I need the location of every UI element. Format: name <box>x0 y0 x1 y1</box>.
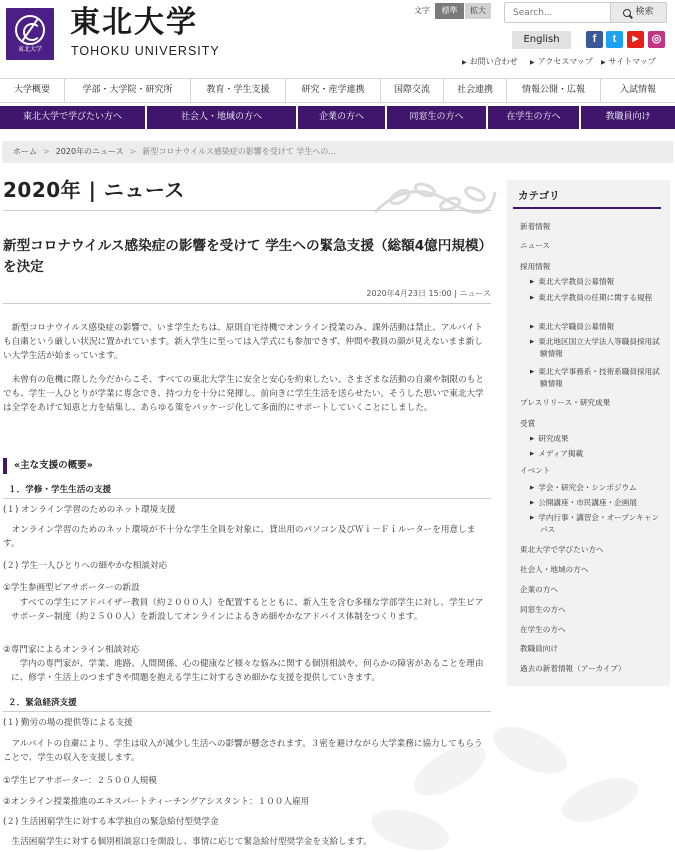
subsection-heading: １．学修・学生生活の支援 <box>3 484 491 499</box>
breadcrumb-home[interactable]: ホーム <box>13 146 37 156</box>
sidebar-item-new[interactable] <box>520 221 550 233</box>
sidebar-item-symposium[interactable] <box>530 482 637 494</box>
sidebar-item-label: プレスリリース・研究成果 <box>520 398 611 407</box>
nav-item-about[interactable]: 大学概要 <box>0 79 65 102</box>
heading-divider <box>3 210 491 211</box>
sidebar-item-media[interactable] <box>530 448 583 460</box>
search-button-label: 検索 <box>635 6 654 17</box>
util-link-label: お問い合わせ <box>469 57 518 66</box>
sidebar-item-label: 東北大学職員公募情報 <box>538 322 615 331</box>
sidebar-item-label: 東北大学で学びたい方へ <box>520 545 604 554</box>
article-title: 新型コロナウイルス感染症の影響を受けて 学生への緊急支援（総額4億円規模）を決定 <box>3 238 486 276</box>
audience-nav-staff[interactable]: 教職員向け <box>581 106 675 129</box>
triangle-right-icon: ▶ <box>530 368 535 375</box>
search-button[interactable] <box>611 2 667 23</box>
item-heading: (１) 勤労の場の提供等による支援 <box>3 718 133 728</box>
meta-divider <box>3 303 491 304</box>
audience-nav-alumni[interactable]: 同窓生の方へ <box>387 106 486 129</box>
audience-nav-prospective[interactable]: 東北大学で学びたい方へ <box>0 106 145 129</box>
sidebar-item-prospective[interactable] <box>520 544 604 556</box>
nav-item-faculties[interactable]: 学部・大学院・研究所 <box>65 79 191 102</box>
search-input[interactable] <box>504 2 611 23</box>
audience-nav-students[interactable]: 在学生の方へ <box>488 106 579 129</box>
font-size-standard-button[interactable]: 標準 <box>435 3 464 19</box>
triangle-right-icon: ▶ <box>530 323 535 330</box>
sidebar-item-label: 在学生の方へ <box>520 625 566 634</box>
sidebar-item-label: 採用情報 <box>520 262 551 271</box>
audience-nav-community[interactable]: 社会人・地域の方へ <box>147 106 296 129</box>
util-link-label: アクセスマップ <box>537 57 593 66</box>
sidebar-item-label: 企業の方へ <box>520 585 558 594</box>
sidebar-item-label: 学会・研究会・シンポジウム <box>538 483 637 492</box>
sidebar-item-news[interactable] <box>520 240 550 252</box>
university-name-jp[interactable]: 東北大学 <box>70 5 198 40</box>
nav-item-education[interactable]: 教育・学生支援 <box>191 79 286 102</box>
youtube-icon[interactable]: ▶ <box>627 31 644 48</box>
triangle-right-icon: ▶ <box>530 514 535 521</box>
item-body: すべての学生にアドバイザー教員（約２０００人）を配置するとともに、新入生を含む多様な学部学生に対し、学生ピアサポーター制度（約２５００人）を新設してオンラインによるきめ細やかなアドバイス体制をつくります。 <box>11 598 484 622</box>
sidebar-item-label: 学内行事・講習会・オープンキャンパス <box>538 513 660 534</box>
item-body: 生活困窮学生に対する個別相談窓口を開設し、事情に応じて緊急給付型奨学金を支給します。 <box>3 837 372 847</box>
sidebar-heading-underline <box>513 207 661 209</box>
nav-item-community[interactable]: 社会連携 <box>444 79 507 102</box>
sidebar-item-label: 東北大学教員の任期に関する規程 <box>538 293 653 302</box>
breadcrumb-separator-icon: > <box>43 146 50 156</box>
nav-item-research[interactable]: 研究・産学連携 <box>286 79 381 102</box>
triangle-right-icon: ▶ <box>530 338 535 345</box>
sidebar-item-recruit[interactable] <box>520 261 550 273</box>
university-logo[interactable] <box>6 8 54 60</box>
logo-sub-text: 東北大学 <box>17 46 42 53</box>
nav-item-international[interactable]: 国際交流 <box>381 79 444 102</box>
triangle-right-icon: ▶ <box>530 499 535 506</box>
item-body: 学内の専門家が、学業、進路、人間関係、心の健康など様々な悩みに関する個別相談や、何らかの障害があることを理由に、修学・生活上のつまずきや問題を抱える学生に対するきめ細かな支援を提供していきます。 <box>11 659 484 683</box>
article-paragraph: 未曾有の危機に際した今だからこそ、すべての東北大学生に安全と安心を約束したい。さまざまな活動の自粛や制限のもとでも、学生一人ひとりが学業に専念でき、持つ力を十分に発揮し、前向きに学生生活を送らせたい。そうした思いで東北大学は全学をあげて知恵と力を結集し、あらゆる策をパッケージ化して多面的にサポートしていくことにしました。 <box>3 375 484 413</box>
sidebar-item-staff-jobs[interactable] <box>530 321 663 333</box>
sidebar-item-label: 研究成果 <box>538 434 569 443</box>
font-size-large-button[interactable]: 拡大 <box>465 3 491 19</box>
sidebar-item-campus-events[interactable] <box>530 512 663 536</box>
breadcrumb-current: 新型コロナウイルス感染症の影響を受けて 学生への... <box>142 146 337 156</box>
audience-nav-companies[interactable]: 企業の方へ <box>298 106 385 129</box>
sidebar-item-archive[interactable] <box>520 663 626 675</box>
sidebar-item-label: 教職員向け <box>520 644 558 653</box>
site-header <box>0 0 675 77</box>
sidebar-item-results[interactable] <box>530 433 569 445</box>
subsection-heading: ２．緊急経済支援 <box>3 697 491 712</box>
sidebar-item-label: 東北大学教員公募情報 <box>538 277 615 286</box>
sidebar-item-press[interactable] <box>520 397 610 409</box>
nav-item-disclosure[interactable]: 情報公開・広報 <box>507 79 601 102</box>
sidebar-item-label: 公開講座・市民講座・企画展 <box>538 498 637 507</box>
decorative-leaves-image <box>370 172 500 222</box>
item-subheading: ②オンライン授業推進のエキスパートティーチングアシスタント：１００人雇用 <box>3 797 310 807</box>
triangle-right-icon: ▶ <box>530 59 535 66</box>
global-nav <box>0 78 675 103</box>
breadcrumb-separator-icon: > <box>129 146 137 156</box>
item-subheading: ①学生参画型ピアサポーターの新設 <box>3 583 140 593</box>
item-subheading: ①学生ピアサポーター：２５００人規模 <box>3 776 157 786</box>
audience-nav <box>0 106 675 129</box>
sidebar-item-students[interactable] <box>520 624 566 636</box>
sidebar-item-events[interactable] <box>520 465 550 477</box>
sidebar-item-alumni[interactable] <box>520 604 566 616</box>
triangle-right-icon: ▶ <box>601 59 606 66</box>
triangle-right-icon: ▶ <box>530 294 535 301</box>
util-link-contact[interactable] <box>462 58 518 66</box>
breadcrumb <box>2 141 673 163</box>
util-link-label: サイトマップ <box>608 57 656 66</box>
article-meta: 2020年4月23日 15:00 | ニュース <box>366 289 491 298</box>
nav-item-admissions[interactable]: 入試情報 <box>619 84 656 95</box>
university-name-en[interactable]: TOHOKU UNIVERSITY <box>71 44 220 58</box>
sidebar-item-faculty-jobs[interactable] <box>530 276 663 288</box>
section-heading: «主な支援の概要» <box>3 458 491 474</box>
sidebar-item-label: ニュース <box>520 241 550 250</box>
watermark-leaves-image <box>330 690 675 852</box>
article-paragraph: 新型コロナウイルス感染症の影響で、いま学生たちは、原則自宅待機でオンライン授業のみ、課外活動は禁止、アルバイトも自粛という厳しい状況に置かれています。新入学生に至っては入学式にも参加できず、仲間や教員の顔が見えないまま新しい大学生活が始まっています。 <box>3 323 483 361</box>
sidebar-item-awards[interactable] <box>520 418 535 430</box>
item-heading: (２) 学生一人ひとりへの細やかな相談対応 <box>3 561 168 571</box>
sidebar-item-companies[interactable] <box>520 584 558 596</box>
triangle-right-icon: ▶ <box>530 484 535 491</box>
triangle-right-icon: ▶ <box>462 59 467 66</box>
sidebar-item-faculty-term[interactable] <box>530 292 663 304</box>
sidebar-item-lectures[interactable] <box>530 497 637 509</box>
item-heading: (１) オンライン学習のためのネット環境支援 <box>3 505 176 515</box>
instagram-icon[interactable]: ◎ <box>648 31 665 48</box>
search-icon <box>623 9 631 17</box>
sidebar-item-label: 受賞 <box>520 419 536 428</box>
triangle-right-icon: ▶ <box>530 278 535 285</box>
item-heading: (２) 生活困窮学生に対する本学独自の緊急給付型奨学金 <box>3 817 219 827</box>
sidebar-item-label: 新着情報 <box>520 222 551 231</box>
sidebar-item-staff[interactable] <box>520 643 558 655</box>
item-body: アルバイトの自粛により、学生は収入が減少し生活への影響が懸念されます。３密を避けながら大学業務に協力してもらうことで、学生の収入を支援します。 <box>3 739 483 763</box>
font-size-label: 文字 <box>414 6 430 15</box>
logo-seal-icon <box>15 15 45 45</box>
page-heading: 2020年 | ニュース <box>3 178 185 202</box>
sidebar-item-admin-exam[interactable] <box>530 366 663 390</box>
item-body: オンライン学習のためのネット環境が不十分な学生全員を対象に、貸出用のパソコン及びＷｉ－Ｆｉルーターを用意します。 <box>3 525 476 549</box>
sidebar-item-community[interactable] <box>520 564 588 576</box>
sidebar-heading: カテゴリ <box>518 190 560 202</box>
english-button[interactable]: English <box>512 31 571 49</box>
util-link-sitemap[interactable] <box>601 58 656 66</box>
sidebar-item-label: 同窓生の方へ <box>520 605 566 614</box>
facebook-icon[interactable]: f <box>586 31 603 48</box>
util-link-access[interactable] <box>530 58 593 66</box>
sidebar-item-regional-exam[interactable] <box>530 336 663 360</box>
sidebar-item-label: イベント <box>520 466 551 475</box>
sidebar-item-label: 過去の新着情報（アーカイブ） <box>520 664 626 673</box>
sidebar-item-label: 社会人・地域の方へ <box>520 565 589 574</box>
sidebar-item-label: 東北地区国立大学法人等職員採用試験情報 <box>538 337 660 358</box>
sidebar-item-label: メディア掲載 <box>538 449 584 458</box>
triangle-right-icon: ▶ <box>530 435 535 442</box>
breadcrumb-parent[interactable]: 2020年のニュース <box>55 146 124 156</box>
item-subheading: ②専門家によるオンライン相談対応 <box>3 645 140 655</box>
triangle-right-icon: ▶ <box>530 450 535 457</box>
twitter-icon[interactable]: t <box>606 31 623 48</box>
sidebar-item-label: 東北大学事務系・技術系職員採用試験情報 <box>538 367 660 388</box>
